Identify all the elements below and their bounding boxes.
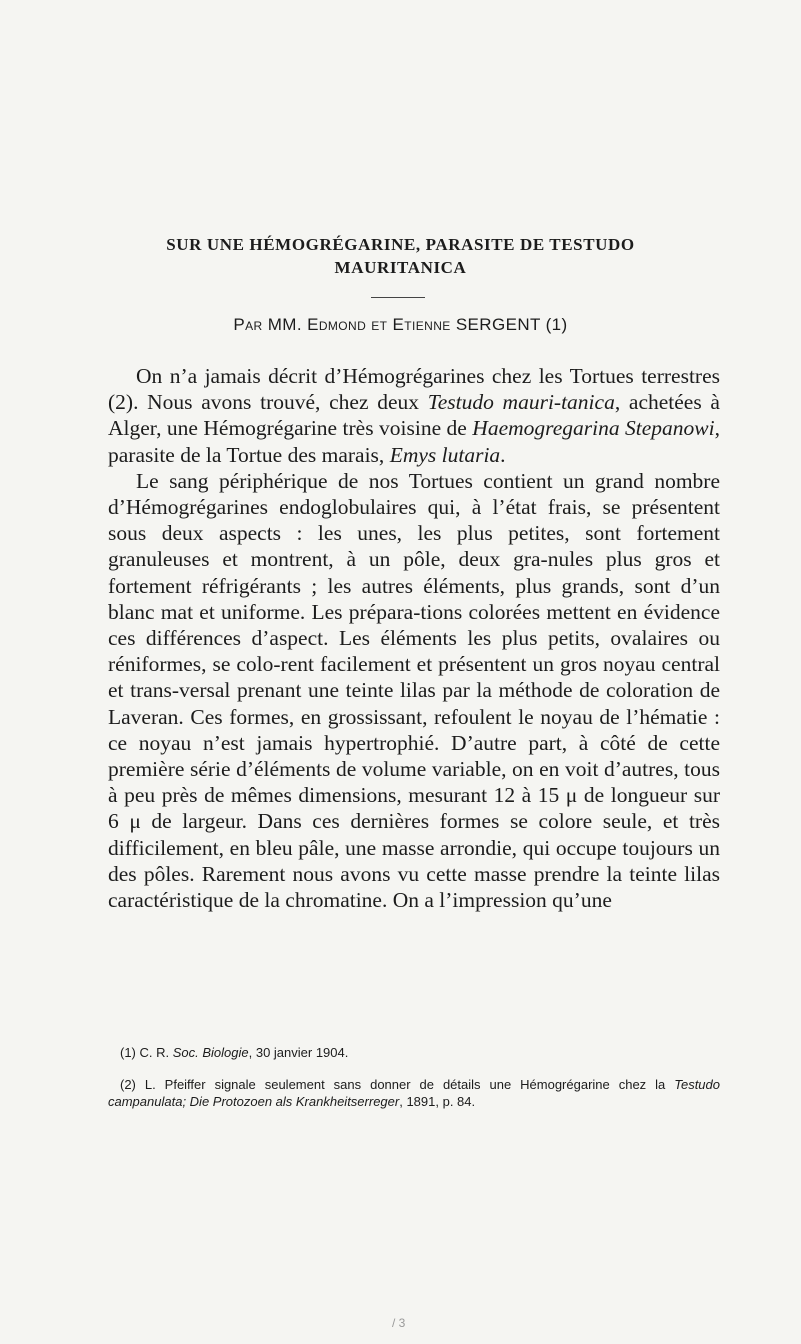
footnote-2 — [108, 1076, 720, 1110]
author-footnote-ref: (1) — [545, 315, 568, 334]
title-divider — [371, 297, 425, 298]
text-run: On n’a jamais décrit d’Hémogrégarines chez les Tortues terrestres (2). Nous avons trouvé, chez deux — [108, 364, 720, 415]
italic-run: Soc. Biologie — [172, 1045, 249, 1060]
italic-run: Haemogregarina Stepanowi — [472, 416, 715, 441]
author-prefix: Par MM. Edmond et Etienne — [233, 315, 451, 334]
footnote-1 — [108, 1044, 720, 1061]
text-run: . — [500, 442, 506, 467]
text-run: (2) L. Pfeiffer signale seulement sans donner de détails une Hémogrégarine chez la — [120, 1077, 675, 1092]
article-body — [108, 363, 720, 913]
italic-run: Emys lutaria — [389, 442, 501, 467]
text-run: (1) C. R. — [120, 1045, 173, 1060]
text-run: , achetées à Alger, une Hémogrégarine très voisine de — [108, 390, 720, 441]
text-run: , 1891, p. 84. — [399, 1094, 476, 1109]
paragraph-2 — [108, 468, 720, 913]
paragraph-1 — [108, 363, 720, 468]
article-title-line-2: MAURITANICA — [334, 258, 467, 277]
author-surname: SERGENT — [455, 315, 541, 334]
text-run: , 30 janvier 1904. — [248, 1045, 349, 1060]
italic-run: Testudo mauri-tanica — [427, 390, 615, 415]
page-mark: / 3 — [392, 1316, 406, 1330]
italic-run: Testudo campanulata; Die Protozoen als Krankheitserreger — [108, 1077, 720, 1109]
text-run: , parasite de la Tortue des marais, — [108, 416, 720, 467]
footnotes — [108, 1044, 720, 1110]
author-line — [60, 314, 741, 336]
text-run: Le sang périphérique de nos Tortues contient un grand nombre d’Hémogrégarines endoglobulaires qui, à l’état frais, se présentent sous deux aspects : les unes, les plus petites, sont fortement granuleuses et montrent, à un pôle, deux gra-nules plus gros et fortement réfrigérants ; les autres éléments, plus grands, sont d’un blanc mat et uniforme. Les prépara-tions colorées mettent en évidence ces différences d’aspect. Les éléments les plus petits, ovalaires ou réniformes, se colo-rent facilement et présentent un gros noyau central et trans-versal prenant une teinte lilas par la méthode de coloration de Laveran. Ces formes, en grossissant, refoulent le noyau de l’hématie : ce noyau n’est jamais hypertrophié. D’autre part, à côté de cette première série d’éléments de volume variable, on en voit d’autres, tous à peu près de mêmes dimensions, mesurant 12 à 15 μ de longueur sur 6 μ de largeur. Dans ces dernières formes se colore seule, et très difficilement, en bleu pâle, une masse arrondie, qui occupe toujours un des pôles. Rarement nous avons vu cette masse prendre la teinte lilas caractéristique de la chromatine. On a l’impression qu’une — [108, 468, 720, 913]
article-title-line-1: SUR UNE HÉMOGRÉGARINE, PARASITE DE TESTUDO — [166, 235, 635, 254]
